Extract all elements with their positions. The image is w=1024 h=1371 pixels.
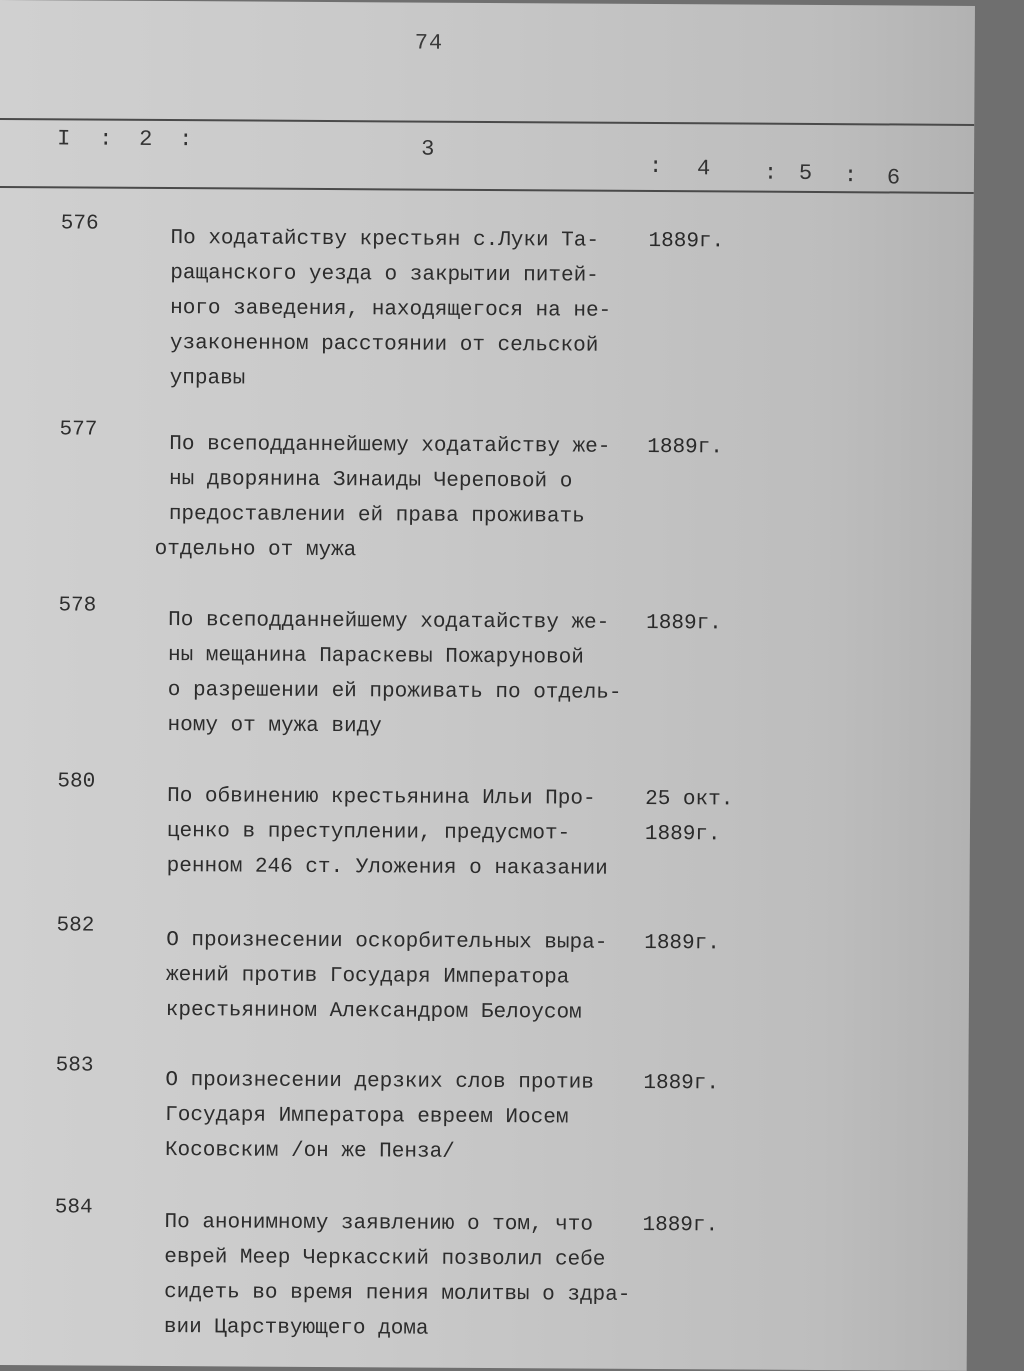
column-header-6: 6 bbox=[886, 165, 901, 191]
entry-date-line: 1889г. bbox=[647, 435, 723, 460]
entry-date bbox=[642, 1208, 718, 1243]
entry-date bbox=[646, 606, 722, 641]
entry-date-line: 25 окт. bbox=[645, 787, 734, 812]
entry-description bbox=[167, 779, 648, 887]
entry-description-line: предоставлении ей права проживать bbox=[168, 503, 585, 529]
entry-description-line: о разрешении ей проживать по отдель- bbox=[167, 679, 622, 705]
entry-date-line: 1889г. bbox=[644, 822, 721, 847]
entry-description bbox=[166, 923, 647, 1031]
entry-date bbox=[648, 224, 724, 259]
entry-description-line: ного заведения, находящегося на не- bbox=[170, 297, 612, 323]
column-header-4: 4 bbox=[696, 156, 711, 182]
entry-description-line: ному от мужа виду bbox=[167, 714, 382, 739]
entry-description-line: ны мещанина Параскевы Пожаруновой bbox=[167, 644, 584, 670]
entry-description-line: узаконенном расстоянии от сельской bbox=[169, 332, 599, 358]
entry-description-line: По всеподданнейшему ходатайству же- bbox=[169, 433, 611, 459]
entry-description-line: крестьянином Александром Белоусом bbox=[165, 999, 582, 1025]
entry-number: 584 bbox=[54, 1196, 93, 1220]
entry-number: 583 bbox=[55, 1054, 94, 1078]
column-separator: : bbox=[179, 127, 193, 153]
entry-date-line: 1889г. bbox=[642, 1213, 719, 1238]
entry-description-line: По анонимному заявлению о том, что bbox=[164, 1211, 594, 1237]
entry-description-line: еврей Меер Черкасский позволил себе bbox=[164, 1246, 606, 1272]
entry-description-line: жений против Государя Императора bbox=[165, 964, 570, 990]
column-header-3: 3 bbox=[421, 136, 435, 162]
entry-description bbox=[164, 1205, 645, 1348]
entry-description-line: вии Царствующего дома bbox=[163, 1316, 429, 1341]
list-item bbox=[0, 914, 969, 1025]
entry-description bbox=[170, 221, 651, 399]
entry-description-line: По всеподданнейшему ходатайству же- bbox=[168, 609, 610, 635]
list-item bbox=[0, 1196, 968, 1341]
column-header-1: I bbox=[57, 126, 71, 152]
entry-description-line: ценко в преступлении, предусмот- bbox=[166, 820, 571, 846]
page-number: 74 bbox=[414, 30, 444, 56]
column-separator: : bbox=[99, 126, 113, 152]
column-separator: : bbox=[763, 160, 778, 186]
list-item bbox=[0, 594, 971, 739]
entry-date bbox=[644, 926, 720, 961]
column-separator: : bbox=[843, 163, 858, 189]
entry-description bbox=[154, 427, 650, 570]
column-separator: : bbox=[648, 153, 663, 180]
entry-date bbox=[647, 430, 723, 465]
entry-description-line: По ходатайству крестьян с.Луки Та- bbox=[170, 227, 600, 253]
entry-date-line: 1889г. bbox=[644, 931, 720, 956]
entry-number: 576 bbox=[60, 212, 99, 236]
entry-number: 580 bbox=[57, 770, 96, 794]
entry-description-line: отдельно от мужа bbox=[154, 537, 357, 563]
entry-description-line: О произнесении оскорбительных выра- bbox=[166, 929, 608, 955]
list-item bbox=[0, 418, 972, 563]
entry-date-line: 1889г. bbox=[643, 1071, 720, 1096]
header-bottom-rule bbox=[0, 186, 974, 194]
entry-date-line: 1889г. bbox=[646, 611, 722, 636]
column-header-2: 2 bbox=[139, 126, 153, 152]
entry-number: 577 bbox=[59, 418, 98, 442]
entry-description-line: сидеть во время пения молитвы о здра- bbox=[164, 1281, 631, 1307]
entry-date bbox=[643, 1066, 719, 1101]
entry-description-line: ренном 246 ст. Уложения о наказании bbox=[166, 855, 608, 881]
entry-description-line: Государя Императора евреем Иосем bbox=[165, 1104, 569, 1130]
entry-description bbox=[165, 1063, 646, 1171]
entry-number: 578 bbox=[58, 594, 97, 618]
entry-description-line: ны дворянина Зинаиды Череповой о bbox=[169, 468, 573, 494]
entry-description-line: ращанского уезда о закрытии питей- bbox=[170, 262, 599, 288]
entry-description bbox=[167, 603, 648, 746]
entry-date-line: 1889г. bbox=[648, 229, 725, 254]
list-item bbox=[0, 212, 974, 391]
entry-date bbox=[645, 782, 734, 853]
header-top-rule bbox=[0, 118, 974, 126]
column-header-5: 5 bbox=[798, 160, 813, 186]
list-item bbox=[0, 770, 970, 881]
entry-description-line: По обвинению крестьянина Ильи Про- bbox=[167, 785, 596, 811]
entry-description-line: О произнесении дерзких слов против bbox=[165, 1069, 594, 1095]
list-item bbox=[0, 1054, 969, 1164]
entry-description-line: управы bbox=[169, 367, 246, 391]
entry-description-line: Косовским /он же Пенза/ bbox=[164, 1139, 455, 1164]
entry-number: 582 bbox=[56, 914, 95, 938]
